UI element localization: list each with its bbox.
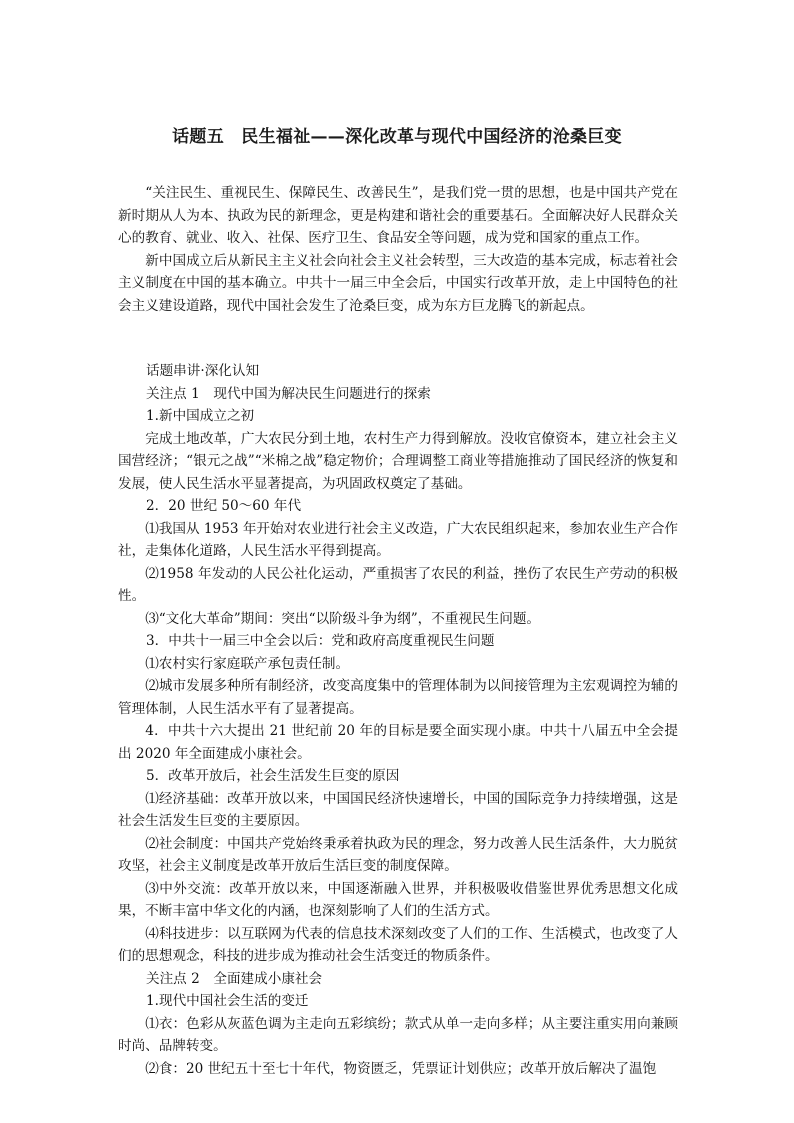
paragraph: 完成土地改革，广大农民分到土地，农村生产力得到解放。没收官僚资本，建立社会主义国营经济；“银元之战”“米棉之战”稳定物价；合理调整工商业等措施推动了国民经济的恢复和发展，使人民生活水平显著提高，为巩固政权奠定了基础。 [118, 430, 678, 492]
page-title: 话题五 民生福祉——深化改革与现代中国经济的沧桑巨变 [172, 127, 622, 147]
item-title: 5．改革开放后，社会生活发生巨变的原因 [146, 768, 400, 784]
paragraph: ⑷科技进步：以互联网为代表的信息技术深刻改变了人们的工作、生活模式，也改变了人们的思想观念，科技的进步成为推动社会生活变迁的物质条件。 [118, 925, 678, 964]
paragraph: ⑴衣：色彩从灰蓝色调为主走向五彩缤纷；款式从单一走向多样；从主要注重实用向兼顾时尚、品牌转变。 [118, 1015, 678, 1054]
item-title: 1.新中国成立之初 [146, 408, 255, 424]
intro-section [118, 182, 678, 317]
item-title: 2．20 世纪 50～60 年代 [146, 498, 302, 514]
focus-point-title: 关注点 1 现代中国为解决民生问题进行的探索 [146, 385, 431, 402]
paragraph: ⑵食：20 世纪五十至七十年代，物资匮乏，凭票证计划供应；改革开放后解决了温饱 [145, 1060, 657, 1077]
item-title: 1.现代中国社会生活的变迁 [146, 993, 309, 1009]
paragraph: ⑵社会制度：中国共产党始终秉承着执政为民的理念，努力改善人民生活条件，大力脱贫攻坚，社会主义制度是改革开放后生活巨变的制度保障。 [118, 835, 678, 874]
intro-paragraph: “关注民生、重视民生、保障民生、改善民生”，是我们党一贯的思想，也是中国共产党在新时期从人为本、执政为民的新理念，更是构建和谐社会的重要基石。全面解决好人民群众关心的教育、就业、收入、社保、医疗卫生、食品安全等问题，成为党和国家的重点工作。 [118, 185, 678, 246]
paragraph: ⑴我国从 1953 年开始对农业进行社会主义改造，广大农民组织起来，参加农业生产合作社，走集体化道路，人民生活水平得到提高。 [118, 520, 678, 559]
intro-paragraph: 新中国成立后从新民主主义社会向社会主义社会转型，三大改造的基本完成，标志着社会主义制度在中国的基本确立。中共十一届三中全会后，中国实行改革开放，走上中国特色的社会主义建设道路，现代中国社会发生了沧桑巨变，成为东方巨龙腾飞的新起点。 [118, 252, 678, 314]
paragraph: ⑵1958 年发动的人民公社化运动，严重损害了农民的利益，挫伤了农民生产劳动的积极性。 [118, 565, 678, 604]
paragraph: ⑴经济基础：改革开放以来，中国国民经济快速增长，中国的国际竞争力持续增强，这是社会生活发生巨变的主要原因。 [118, 790, 678, 829]
paragraph: ⑶“文化大革命”期间：突出“以阶级斗争为纲”，不重视民生问题。 [145, 610, 541, 627]
section-heading: 话题串讲·深化认知 [146, 363, 260, 379]
focus-point-title: 关注点 2 全面建成小康社会 [146, 970, 323, 987]
paragraph: ⑶中外交流：改革开放以来，中国逐渐融入世界，并积极吸收借鉴世界优秀思想文化成果，不断丰富中华文化的内涵，也深刻影响了人们的生活方式。 [118, 880, 678, 919]
paragraph: ⑴农村实行家庭联产承包责任制。 [145, 655, 350, 672]
paragraph: 4．中共十六大提出 21 世纪前 20 年的目标是要全面实现小康。中共十八届五中全会提出 2020 年全面建成小康社会。 [118, 723, 678, 762]
main-body [118, 360, 678, 1080]
item-title: 3．中共十一届三中全会以后：党和政府高度重视民生问题 [146, 633, 495, 649]
paragraph: ⑵城市发展多种所有制经济，改变高度集中的管理体制为以间接管理为主宏观调控为辅的管理体制，人民生活水平有了显著提高。 [118, 678, 678, 717]
